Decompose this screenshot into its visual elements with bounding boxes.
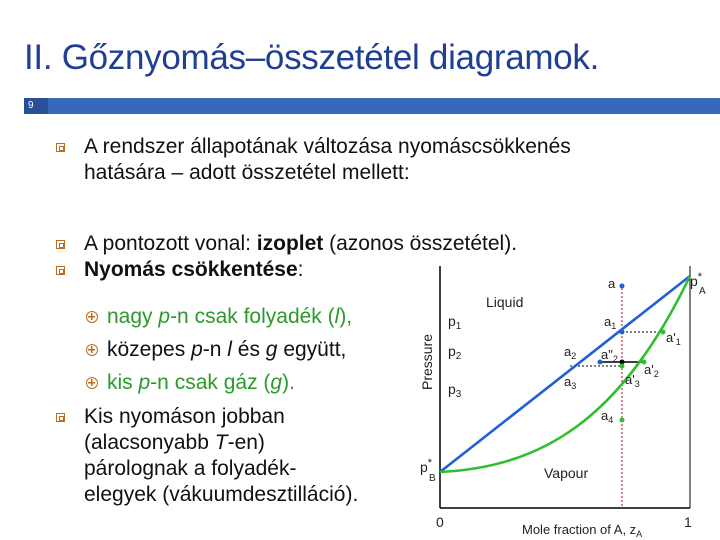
s2-and: és (231, 338, 266, 361)
bullet-4-line-1: Kis nyomáson jobban (84, 405, 285, 428)
a2pp-label: $a"_2$ (601, 347, 618, 364)
bullet-2-post: (azonos összetétel). (323, 232, 518, 255)
b4-pre: (alacsonyabb (84, 431, 215, 454)
a1-label: $a_1$ (604, 314, 617, 331)
b4-post: -en) (227, 431, 265, 454)
vapour-label: Vapour (544, 465, 589, 481)
s3-end: ). (282, 371, 295, 394)
s2-mid: -n (202, 338, 228, 361)
sub-bullet-3 (107, 370, 295, 396)
pressure-composition-diagram (410, 262, 710, 540)
liquid-label: Liquid (486, 294, 524, 310)
y-axis-label: Pressure (419, 333, 435, 391)
s2-g: g (265, 338, 278, 361)
s3-g: g (270, 371, 283, 394)
slide-number: 9 (28, 100, 34, 111)
bullet-3-bold: Nyomás csökkentése (84, 258, 298, 281)
s1-pre: nagy (107, 305, 159, 328)
sub-bullet-icon (86, 377, 98, 389)
bullet-2 (84, 231, 517, 257)
point-a1p (661, 330, 666, 335)
point-a (620, 284, 625, 289)
x-axis-label: Mole fraction of A, $z_A$ (522, 522, 643, 539)
bullet-3 (84, 257, 303, 283)
pA-star-sub: A (699, 286, 706, 297)
a2-label: $a_2$ (564, 344, 577, 361)
pB-star-sub: B (429, 473, 436, 484)
b4-T: T (214, 431, 228, 454)
sub-bullet-1 (107, 304, 352, 330)
s3-mid: -n csak gáz ( (150, 371, 271, 394)
header-bar (24, 98, 720, 114)
a3-label: $a_3$ (564, 374, 577, 391)
p1-label: $p_1$ (448, 313, 462, 332)
s2-pre: közepes (107, 338, 192, 361)
bullet-2-bold: izoplet (256, 232, 324, 255)
sub-bullet-icon (86, 311, 98, 323)
bullet-square-icon (56, 266, 65, 275)
pB-star-label: p* (420, 457, 433, 475)
x-tick-0: 0 (436, 514, 444, 530)
sub-bullet-2 (107, 337, 346, 363)
s1-mid: -n csak folyadék ( (170, 305, 335, 328)
pA-star-label: p* (690, 271, 703, 289)
bullet-3-post: : (297, 258, 304, 281)
bullet-square-icon (56, 143, 65, 152)
bullet-4-line-4: elegyek (vákuumdesztilláció). (84, 483, 359, 506)
s1-end: ), (339, 305, 353, 328)
s1-l: l (334, 305, 340, 328)
s2-end: együtt, (277, 338, 347, 361)
p2-label: $p_2$ (448, 343, 462, 362)
point-a1 (620, 330, 625, 335)
s3-p: p (138, 371, 151, 394)
s2-l: l (227, 338, 232, 361)
page-title: II. Gőznyomás–összetétel diagramok. (24, 38, 600, 77)
bullet-square-icon (56, 240, 65, 249)
s1-p: p (158, 305, 171, 328)
bullet-4-line-3: párolognak a folyadék- (84, 457, 297, 480)
bullet-square-icon (56, 413, 65, 422)
s2-p: p (191, 338, 203, 361)
bullet-1-line-2: hatására – adott összetétel mellett: (84, 161, 410, 184)
a-label: a (608, 276, 616, 291)
x-tick-1: 1 (684, 514, 692, 530)
p3-label: $p_3$ (448, 381, 462, 400)
a4-label: $a_4$ (601, 408, 614, 425)
bullet-1-line-1: A rendszer állapotának változása nyomáscsökkenés (84, 135, 571, 158)
bullet-2-pre: A pontozott vonal: (84, 232, 257, 255)
a2p-label: $a'_2$ (644, 362, 659, 379)
bullet-4-line-2 (84, 430, 265, 456)
s3-pre: kis (107, 371, 139, 394)
a1p-label: $a'_1$ (666, 330, 681, 347)
point-a3p (620, 364, 625, 369)
sub-bullet-icon (86, 344, 98, 356)
point-a4 (620, 418, 625, 423)
a3p-label: $a'_3$ (625, 372, 640, 389)
